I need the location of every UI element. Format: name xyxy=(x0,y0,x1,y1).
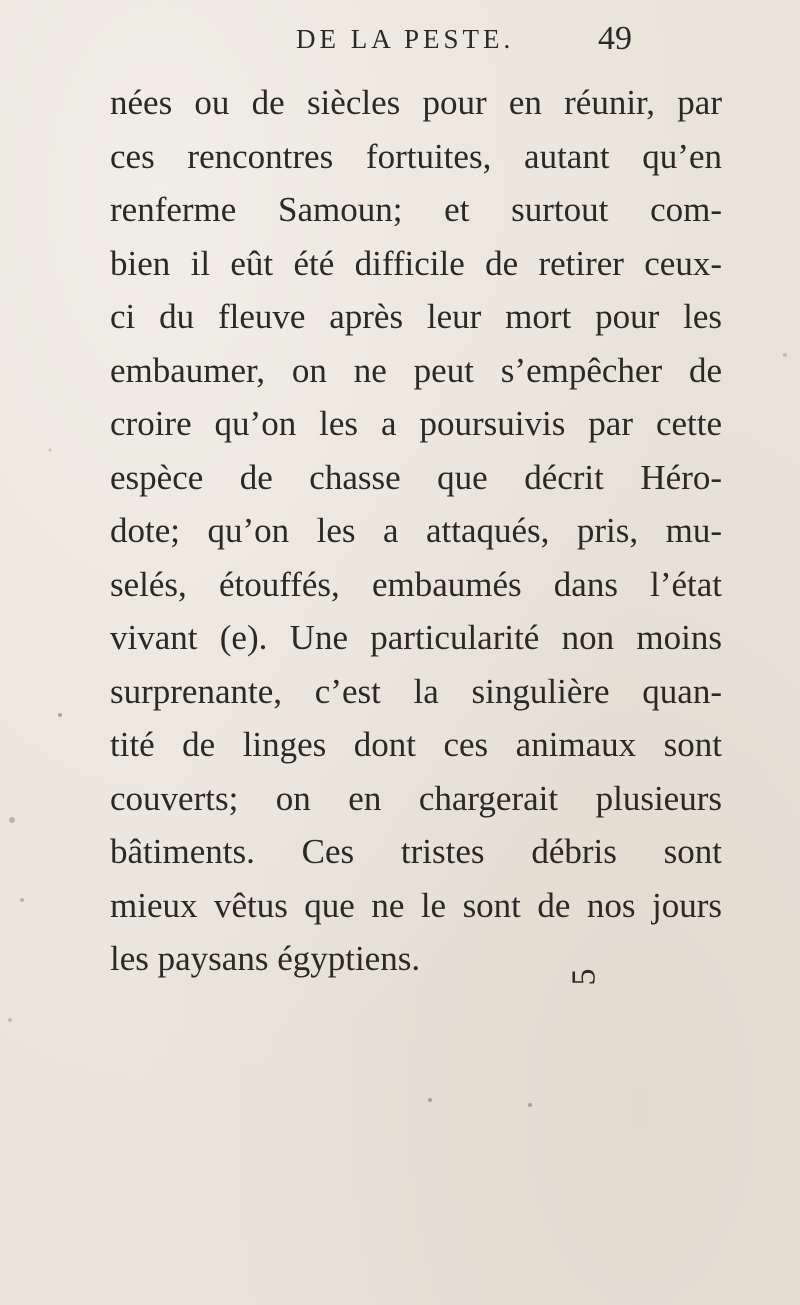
running-title: DE LA PESTE. xyxy=(296,24,515,54)
text-line: nées ou de siècles pour en réunir, par xyxy=(110,83,722,122)
text-line: les paysans égyptiens. xyxy=(110,939,421,978)
signature-mark: 5 xyxy=(565,968,603,986)
text-line: bâtiments. Ces tristes débris sont xyxy=(110,832,722,871)
text-line: vivant (e). Une particularité non moins xyxy=(110,618,722,657)
text-line: selés, étouffés, embaumés dans l’état xyxy=(110,564,722,604)
text-line: surprenante, c’est la singulière quan- xyxy=(110,671,722,711)
text-line: espèce de chasse que décrit Héro- xyxy=(110,457,722,497)
page-number: 49 xyxy=(598,20,632,57)
text-line: renferme Samoun; et surtout com- xyxy=(110,190,722,229)
body-paragraph xyxy=(110,76,722,986)
text-line: bien il eût été difficile de retirer ceux- xyxy=(110,243,722,283)
text-line: ci du fleuve après leur mort pour les xyxy=(110,297,722,336)
text-line: dote; qu’on les a attaqués, pris, mu- xyxy=(110,511,722,550)
text-line: ces rencontres fortuites, autant qu’en xyxy=(110,136,722,176)
text-line: mieux vêtus que ne le sont de nos jours xyxy=(110,885,722,925)
text-line: couverts; on en chargerait plusieurs xyxy=(110,778,722,818)
text-line: tité de linges dont ces animaux sont xyxy=(110,725,722,764)
text-line: croire qu’on les a poursuivis par cette xyxy=(110,404,722,443)
page-header xyxy=(0,20,800,68)
text-line: embaumer, on ne peut s’empêcher de xyxy=(110,350,722,390)
